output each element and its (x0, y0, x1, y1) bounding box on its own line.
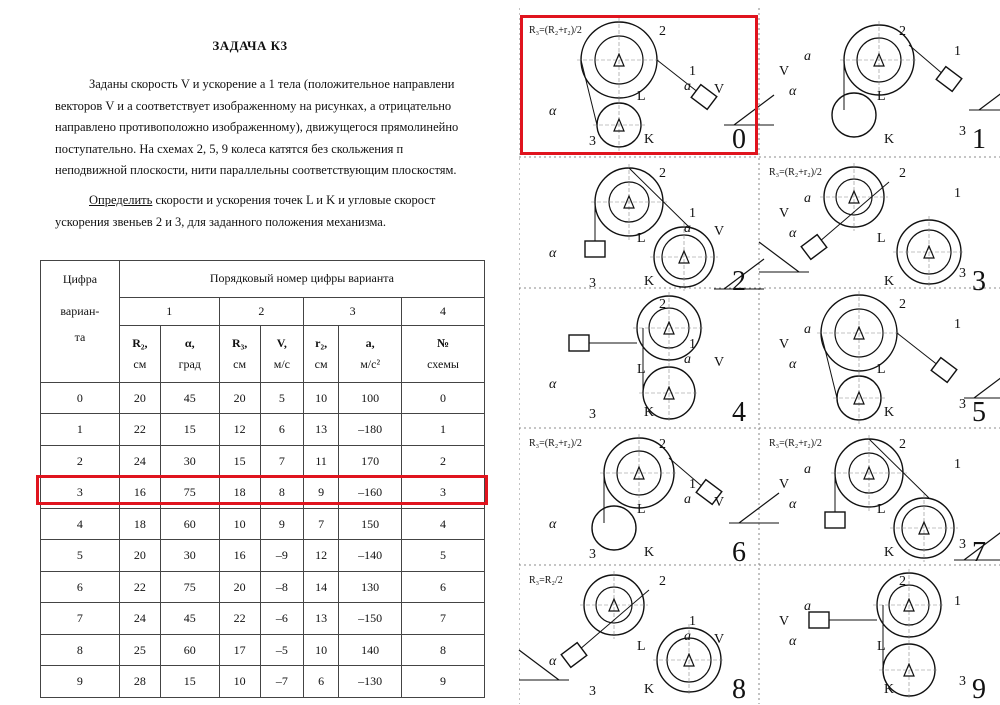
mechanism-diagram (519, 288, 759, 428)
table-cell: 9 (260, 508, 303, 540)
velocity-label: V (779, 64, 790, 79)
scheme-formula: R₃=(R₂+r₂)/2 (769, 438, 822, 449)
scheme-number: 0 (732, 124, 746, 155)
column-unit: град (178, 356, 201, 371)
table-cell: 9 (41, 666, 120, 698)
velocity-label: V (779, 477, 790, 492)
body-label: 1 (689, 64, 696, 79)
point-k-label: K (884, 274, 895, 289)
point-k-label: K (644, 132, 655, 147)
table-cell: 6 (41, 571, 120, 603)
table-cell: 3 (41, 477, 120, 509)
wheel3-label: 3 (959, 266, 966, 281)
velocity-label: V (714, 224, 725, 239)
table-cell: 60 (160, 508, 219, 540)
table-row (41, 414, 485, 446)
column-header (119, 326, 160, 383)
accel-label: a (804, 322, 811, 337)
table-cell: 6 (260, 414, 303, 446)
angle-label: α (789, 226, 797, 241)
column-unit: схемы (427, 356, 459, 371)
column-name: R₂, (132, 335, 148, 350)
table-row (41, 382, 485, 414)
table-cell: 150 (339, 508, 402, 540)
wheel3-label: 3 (959, 124, 966, 139)
table-cell: 130 (339, 571, 402, 603)
table-cell: 12 (219, 414, 260, 446)
accel-label: a (684, 221, 691, 236)
task-page (0, 0, 500, 704)
table-cell: 6 (402, 571, 485, 603)
mechanism-diagram (759, 288, 999, 428)
velocity-label: V (779, 337, 790, 352)
wheel2-label: 2 (899, 166, 906, 181)
mechanism-diagram (759, 15, 999, 155)
point-k-label: K (884, 545, 895, 560)
point-l-label: L (877, 231, 886, 246)
task-title: ЗАДАЧА К3 (212, 38, 288, 53)
table-cell: 3 (402, 477, 485, 509)
table-cell: 15 (160, 666, 219, 698)
table-cell: 170 (339, 445, 402, 477)
point-l-label: L (637, 89, 646, 104)
table-cell: 8 (402, 634, 485, 666)
task-description (55, 74, 485, 182)
point-k-label: K (884, 405, 895, 420)
scheme-5 (759, 288, 999, 428)
table-cell: 0 (402, 382, 485, 414)
scheme-6 (519, 428, 759, 568)
group-header: 3 (304, 297, 402, 325)
table-cell: 30 (160, 445, 219, 477)
column-name: a, (365, 335, 375, 350)
table-cell: –8 (260, 571, 303, 603)
table-cell: –140 (339, 540, 402, 572)
table-cell: –150 (339, 603, 402, 635)
accel-label: a (804, 49, 811, 64)
scheme-number: 9 (972, 674, 986, 705)
table-row (41, 445, 485, 477)
table-cell: 24 (119, 603, 160, 635)
table-cell: –130 (339, 666, 402, 698)
table-cell: 60 (160, 634, 219, 666)
angle-label: α (789, 634, 797, 649)
table-row (41, 571, 485, 603)
table-cell: 11 (304, 445, 339, 477)
table-cell: 7 (260, 445, 303, 477)
scheme-number: 4 (732, 397, 746, 428)
accel-label: a (684, 629, 691, 644)
mechanism-diagram (519, 428, 759, 568)
point-l-label: L (877, 502, 886, 517)
header-variant: вариан- (41, 297, 120, 325)
velocity-label: V (779, 614, 790, 629)
group-header: 1 (119, 297, 219, 325)
table-cell: 75 (160, 477, 219, 509)
table-cell: 18 (219, 477, 260, 509)
header-order: Порядковый номер цифры варианта (119, 261, 484, 298)
point-l-label: L (637, 502, 646, 517)
table-cell: 0 (41, 382, 120, 414)
scheme-number: 7 (972, 537, 986, 568)
table-cell: 45 (160, 382, 219, 414)
velocity-label: V (714, 82, 725, 97)
scheme-9 (759, 565, 999, 705)
desc-line: Заданы скорость V и ускорение a 1 тела (положительное направлени (89, 77, 455, 91)
table-cell: 22 (119, 414, 160, 446)
wheel2-label: 2 (659, 574, 666, 589)
table-cell: 14 (304, 571, 339, 603)
velocity-label: V (714, 495, 725, 510)
table-cell: 16 (219, 540, 260, 572)
question-line: скорости и ускорения точек L и K и угловые скорост (152, 193, 436, 207)
body-label: 1 (689, 337, 696, 352)
table-cell: 2 (402, 445, 485, 477)
table-cell: 10 (219, 666, 260, 698)
wheel3-label: 3 (959, 397, 966, 412)
wheel2-label: 2 (659, 437, 666, 452)
scheme-number: 3 (972, 266, 986, 297)
table-cell: 10 (219, 508, 260, 540)
group-header: 4 (402, 297, 485, 325)
column-unit: м/с (273, 356, 290, 371)
table-cell: 1 (402, 414, 485, 446)
column-unit: см (314, 356, 328, 371)
scheme-2 (519, 157, 759, 297)
table-cell: 4 (41, 508, 120, 540)
table-cell: 12 (304, 540, 339, 572)
table-cell: 5 (402, 540, 485, 572)
scheme-formula: R₃=(R₂+r₂)/2 (529, 25, 582, 36)
table-cell: 5 (260, 382, 303, 414)
body-label: 1 (954, 44, 961, 59)
table-row (41, 634, 485, 666)
table-cell: 20 (119, 540, 160, 572)
wheel2-label: 2 (899, 24, 906, 39)
table-cell: 20 (219, 382, 260, 414)
angle-label: α (549, 517, 557, 532)
wheel2-label: 2 (659, 166, 666, 181)
wheel2-label: 2 (899, 574, 906, 589)
column-name: № (437, 335, 450, 350)
scheme-number: 8 (732, 674, 746, 705)
wheel3-label: 3 (589, 547, 596, 562)
wheel2-label: 2 (659, 297, 666, 312)
table-cell: 1 (41, 414, 120, 446)
column-header (260, 326, 303, 383)
highlight-scheme-box (520, 15, 758, 155)
table-cell: 8 (41, 634, 120, 666)
point-k-label: K (644, 545, 655, 560)
accel-label: a (684, 352, 691, 367)
task-question (55, 190, 485, 233)
table-cell: 20 (119, 382, 160, 414)
point-k-label: K (884, 132, 895, 147)
table-cell: 10 (304, 634, 339, 666)
accel-label: a (684, 492, 691, 507)
column-name: R₃, (232, 335, 248, 350)
table-cell: 9 (402, 666, 485, 698)
table-cell: –9 (260, 540, 303, 572)
table-cell: 7 (41, 603, 120, 635)
body-label: 1 (954, 594, 961, 609)
wheel3-label: 3 (959, 537, 966, 552)
table-cell: –5 (260, 634, 303, 666)
point-l-label: L (637, 639, 646, 654)
body-label: 1 (689, 477, 696, 492)
column-header (304, 326, 339, 383)
point-k-label: K (884, 682, 895, 697)
scheme-number: 1 (972, 124, 986, 155)
velocity-label: V (714, 632, 725, 647)
table-cell: 18 (119, 508, 160, 540)
table-cell: 140 (339, 634, 402, 666)
angle-label: α (789, 84, 797, 99)
table-cell: 13 (304, 414, 339, 446)
scheme-formula: R₃=(R₂+r₂)/2 (529, 438, 582, 449)
table-cell: 7 (304, 508, 339, 540)
table-cell: 22 (119, 571, 160, 603)
header-variant: Цифра (41, 261, 120, 298)
mechanism-diagram (759, 565, 999, 705)
table-row (41, 508, 485, 540)
point-l-label: L (877, 639, 886, 654)
scheme-1 (759, 15, 999, 155)
table-cell: 22 (219, 603, 260, 635)
angle-label: α (549, 246, 557, 261)
table-row (41, 603, 485, 635)
scheme-4 (519, 288, 759, 428)
table-cell: –6 (260, 603, 303, 635)
wheel3-label: 3 (589, 684, 596, 699)
table-cell: 13 (304, 603, 339, 635)
scheme-number: 6 (732, 537, 746, 568)
keyword-determine: Определить (89, 193, 153, 207)
velocity-label: V (714, 355, 725, 370)
scheme-number: 5 (972, 397, 986, 428)
wheel3-label: 3 (959, 674, 966, 689)
point-l-label: L (637, 231, 646, 246)
scheme-7 (759, 428, 999, 568)
table-cell: 25 (119, 634, 160, 666)
mechanism-diagram (759, 157, 999, 297)
scheme-formula: R₃=R₂/2 (529, 575, 563, 586)
column-name: α, (184, 335, 195, 350)
table-cell: 16 (119, 477, 160, 509)
point-k-label: K (644, 405, 655, 420)
angle-label: α (549, 654, 557, 669)
table-cell: 9 (304, 477, 339, 509)
angle-label: α (789, 357, 797, 372)
point-l-label: L (877, 362, 886, 377)
table-cell: 7 (402, 603, 485, 635)
point-l-label: L (637, 362, 646, 377)
table-cell: 5 (41, 540, 120, 572)
wheel3-label: 3 (589, 276, 596, 291)
column-header (402, 326, 485, 383)
point-k-label: K (644, 274, 655, 289)
header-variant: та (41, 326, 120, 383)
accel-label: a (804, 191, 811, 206)
body-label: 1 (954, 317, 961, 332)
table-cell: 30 (160, 540, 219, 572)
highlight-row-box (36, 475, 488, 505)
table-row (41, 540, 485, 572)
table-cell: 2 (41, 445, 120, 477)
table-cell: 6 (304, 666, 339, 698)
table-cell: 15 (219, 445, 260, 477)
table-cell: –160 (339, 477, 402, 509)
desc-line: векторов V и a соответствует изображенному на рисунках, а отрицательно (55, 98, 452, 113)
angle-label: α (789, 497, 797, 512)
column-header (339, 326, 402, 383)
accel-label: a (804, 599, 811, 614)
column-unit: м/с² (360, 356, 381, 371)
scheme-8 (519, 565, 759, 705)
body-label: 1 (689, 206, 696, 221)
table-cell: 28 (119, 666, 160, 698)
mechanism-diagram (519, 565, 759, 705)
question-line: ускорения звеньев 2 и 3, для заданного положения механизма. (55, 214, 386, 229)
scheme-formula: R₃=(R₂+r₂)/2 (769, 167, 822, 178)
angle-label: α (549, 104, 557, 119)
column-header (219, 326, 260, 383)
table-cell: 15 (160, 414, 219, 446)
desc-line: поступательно. На схемах 2, 5, 9 колеса катятся без скольжения п (55, 141, 404, 156)
desc-line: неподвижной плоскости, нити параллельны соответствующим плоскостям. (55, 163, 457, 177)
body-label: 1 (954, 457, 961, 472)
wheel3-label: 3 (589, 407, 596, 422)
table-cell: 8 (260, 477, 303, 509)
table-cell: 10 (304, 382, 339, 414)
wheel2-label: 2 (659, 24, 666, 39)
scheme-number: 2 (732, 266, 746, 297)
accel-label: a (804, 462, 811, 477)
table-cell: 4 (402, 508, 485, 540)
velocity-label: V (779, 206, 790, 221)
mechanism-diagram (759, 428, 999, 568)
wheel3-label: 3 (589, 134, 596, 149)
body-label: 1 (954, 186, 961, 201)
table-row (41, 666, 485, 698)
mechanism-diagram (519, 157, 759, 297)
point-k-label: K (644, 682, 655, 697)
table-cell: 45 (160, 603, 219, 635)
wheel2-label: 2 (899, 437, 906, 452)
point-l-label: L (877, 89, 886, 104)
column-header (160, 326, 219, 383)
table-cell: 24 (119, 445, 160, 477)
column-name: r₂, (315, 335, 328, 350)
table-cell: –180 (339, 414, 402, 446)
table-cell: 17 (219, 634, 260, 666)
table-cell: 20 (219, 571, 260, 603)
column-name: V, (276, 335, 287, 350)
angle-label: α (549, 377, 557, 392)
scheme-3 (759, 157, 999, 297)
accel-label: a (684, 79, 691, 94)
body-label: 1 (689, 614, 696, 629)
column-unit: см (233, 356, 247, 371)
desc-line: направлено противоположно изображенному), движущегося прямолинейно (55, 120, 459, 134)
column-unit: см (133, 356, 147, 371)
table-cell: –7 (260, 666, 303, 698)
table-cell: 100 (339, 382, 402, 414)
group-header: 2 (219, 297, 303, 325)
wheel2-label: 2 (899, 297, 906, 312)
table-cell: 75 (160, 571, 219, 603)
